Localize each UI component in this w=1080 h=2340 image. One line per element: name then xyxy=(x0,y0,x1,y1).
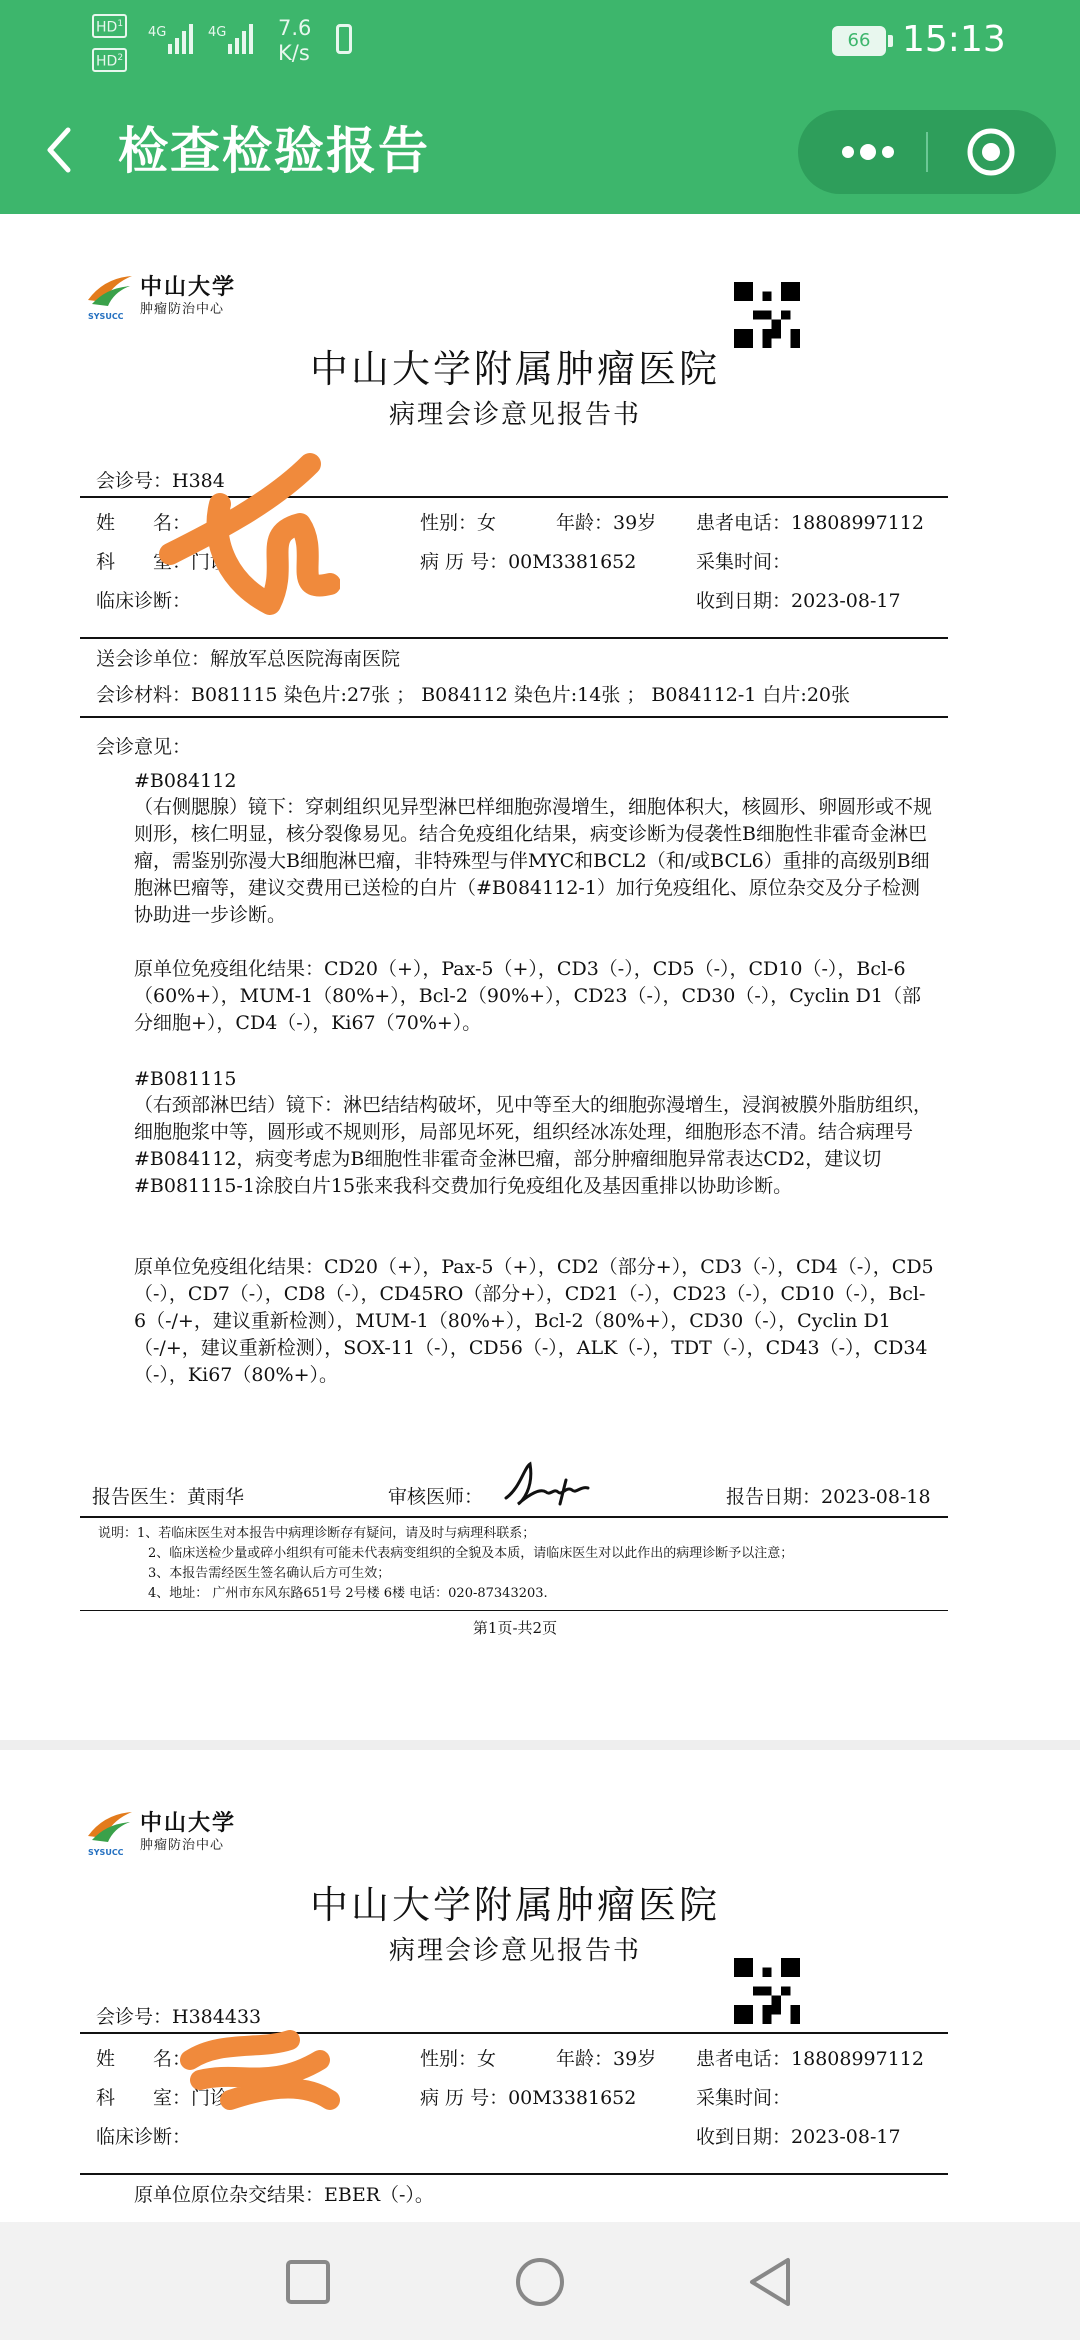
logo-title: 中山大学 xyxy=(140,1811,237,1836)
ihc-result: 原单位免疫组化结果：CD20（+），Pax-5（+），CD2（部分+），CD3（-），CD4（-），CD5（-），CD7（-），CD8（-），CD45RO（部分+），CD21（-），CD23（-），CD10（-），Bcl-6（-/+，建议重新检测），MUM-1（80%+），Bcl-2（80%+），CD30（-），Cyclin D1（-/+，建议重新检测），SOX-11（-），CD56（-），ALK（-），TDT（-），CD43（-），CD34（-），Ki67（80%+）。 xyxy=(134,1256,934,1386)
clinical-diagnosis: 临床诊断： xyxy=(96,590,192,612)
department: 科 室：门诊 xyxy=(96,551,230,573)
qr-code xyxy=(734,1958,800,2024)
note-line: 2、临床送检少量或碎小组织有可能未代表病变组织的全貌及本质，请临床医生对以此作出的病理诊断予以注意； xyxy=(148,1546,794,1561)
case-id: #B081115 xyxy=(134,1068,237,1090)
hospital-logo xyxy=(86,1806,236,1862)
logo-mark-icon xyxy=(86,270,134,310)
status-bar xyxy=(0,0,1080,90)
department: 科 室：门诊 xyxy=(96,2087,230,2109)
case-id: #B084112 xyxy=(134,770,237,792)
hospital-name: 中山大学附属肿瘤医院 xyxy=(309,347,720,391)
age: 年龄：39岁 xyxy=(556,2048,657,2070)
square-icon[interactable] xyxy=(278,2252,338,2312)
page-title: 检查检验报告 xyxy=(118,122,430,180)
logo-title: 中山大学 xyxy=(140,275,237,300)
more-dots-icon[interactable] xyxy=(828,110,908,194)
record-no: 病 历 号：00M3381652 xyxy=(420,2087,637,2109)
svg-text:4G: 4G xyxy=(148,25,167,40)
target-icon[interactable] xyxy=(966,127,1016,177)
ish-result: 原单位原位杂交结果：EBER（-）。 xyxy=(134,2184,434,2206)
capsule-divider xyxy=(926,132,928,172)
logo-tag: SYSUCC xyxy=(88,1848,124,1857)
report-page-2 xyxy=(0,1750,1080,2222)
receive-date: 收到日期：2023-08-17 xyxy=(696,2126,901,2148)
hospital-logo xyxy=(86,270,236,326)
divider xyxy=(80,1610,948,1611)
phone: 患者电话：18808997112 xyxy=(696,512,924,534)
document-title: 病理会诊意见报告书 xyxy=(388,1936,641,1966)
consult-no: 会诊号：H384433 xyxy=(96,2006,262,2028)
note-line: 3、本报告需经医生签名确认后方可生效； xyxy=(148,1566,391,1581)
collect-time: 采集时间： xyxy=(696,551,792,573)
circle-icon[interactable] xyxy=(510,2252,570,2312)
sim-icon xyxy=(336,24,352,54)
hd-badge-1: $HD^1$ xyxy=(92,14,127,38)
document-title: 病理会诊意见报告书 xyxy=(388,400,641,430)
page-gap xyxy=(0,1740,1080,1750)
svg-text:4G: 4G xyxy=(208,25,227,40)
app-header xyxy=(0,90,1080,214)
redaction-scribble xyxy=(150,444,340,624)
logo-subtitle: 肿瘤防治中心 xyxy=(140,302,225,317)
signal-icon-2 xyxy=(208,18,258,60)
opinion-label: 会诊意见： xyxy=(96,736,192,758)
back-icon[interactable] xyxy=(40,120,80,180)
consult-no: 会诊号：H384 xyxy=(96,470,225,492)
report-doctor: 报告医生：黄雨华 xyxy=(92,1486,245,1508)
report-page-1 xyxy=(0,214,1080,1740)
logo-tag: SYSUCC xyxy=(88,312,124,321)
hd-badge-2: $HD^2$ xyxy=(92,48,127,72)
clinical-diagnosis: 临床诊断： xyxy=(96,2126,192,2148)
materials: 会诊材料：B081115 染色片:27张 ； B084112 染色片:14张 ； B084112-1 白片:20张 xyxy=(96,684,851,706)
note-line: 说明：1、若临床医生对本报告中病理诊断存有疑问，请及时与病理科联系； xyxy=(98,1526,536,1541)
triangle-back-icon[interactable] xyxy=(742,2252,802,2312)
clock: 15:13 xyxy=(902,19,1006,60)
hospital-name: 中山大学附属肿瘤医院 xyxy=(309,1883,720,1927)
sex: 性别：女 xyxy=(420,512,497,534)
network-speed: 7.6 K/s xyxy=(278,16,312,65)
divider xyxy=(80,2173,948,2175)
receive-date: 收到日期：2023-08-17 xyxy=(696,590,901,612)
record-no: 病 历 号：00M3381652 xyxy=(420,551,637,573)
note-line: 4、地址： 广州市东风东路651号 2号楼 6楼 电话：020-87343203. xyxy=(148,1586,548,1601)
system-nav-bar xyxy=(0,2222,1080,2340)
battery-tip xyxy=(888,35,893,47)
divider xyxy=(80,1516,948,1518)
report-date: 报告日期：2023-08-18 xyxy=(726,1486,931,1508)
age: 年龄：39岁 xyxy=(556,512,657,534)
signature xyxy=(500,1458,592,1512)
divider xyxy=(80,716,948,718)
phone: 患者电话：18808997112 xyxy=(696,2048,924,2070)
signal-icon-1 xyxy=(148,18,198,60)
logo-mark-icon xyxy=(86,1806,134,1846)
divider xyxy=(80,637,948,639)
case-description: （右侧腮腺）镜下：穿刺组织见异型淋巴样细胞弥漫增生，细胞体积大，核圆形、卵圆形或不规则形，核仁明显，核分裂像易见。结合免疫组化结果，病变诊断为侵袭性B细胞性非霍奇金淋巴瘤，需鉴别弥漫大B细胞淋巴瘤，非特殊型与伴MYC和BCL2（和/或BCL6）重排的高级别B细胞淋巴瘤等，建议交费用已送检的白片（#B084112-1）加行免疫组化、原位杂交及分子检测协助进一步诊断。 xyxy=(134,796,933,926)
sex: 性别：女 xyxy=(420,2048,497,2070)
logo-subtitle: 肿瘤防治中心 xyxy=(140,1838,225,1853)
collect-time: 采集时间： xyxy=(696,2087,792,2109)
name-label: 姓 名： xyxy=(96,512,192,534)
qr-code xyxy=(734,282,800,348)
review-doctor-label: 审核医师： xyxy=(388,1486,484,1508)
redaction-scribble xyxy=(170,2020,350,2120)
ihc-result: 原单位免疫组化结果：CD20（+），Pax-5（+），CD3（-），CD5（-），CD10（-），Bcl-6（60%+），MUM-1（80%+），Bcl-2（90%+），CD23（-），CD30（-），Cyclin D1（部分细胞+），CD4（-），Ki67（70%+）。 xyxy=(134,958,921,1034)
miniprogram-capsule xyxy=(798,110,1056,194)
sender-unit: 送会诊单位：解放军总医院海南医院 xyxy=(96,648,401,670)
battery-icon: 66 xyxy=(832,26,886,56)
page-indicator: 第1页-共2页 xyxy=(472,1619,558,1637)
name-label: 姓 名： xyxy=(96,2048,192,2070)
case-description: （右颈部淋巴结）镜下：淋巴结结构破坏，见中等至大的细胞弥漫增生，浸润被膜外脂肪组织，细胞胞浆中等，圆形或不规则形，局部见坏死，组织经冰冻处理，细胞形态不清。结合病理号#B084112，病变考虑为B细胞性非霍奇金淋巴瘤，部分肿瘤细胞异常表达CD2，建议切#B081115-1涂胶白片15张来我科交费加行免疫组化及基因重排以协助诊断。 xyxy=(134,1094,933,1197)
